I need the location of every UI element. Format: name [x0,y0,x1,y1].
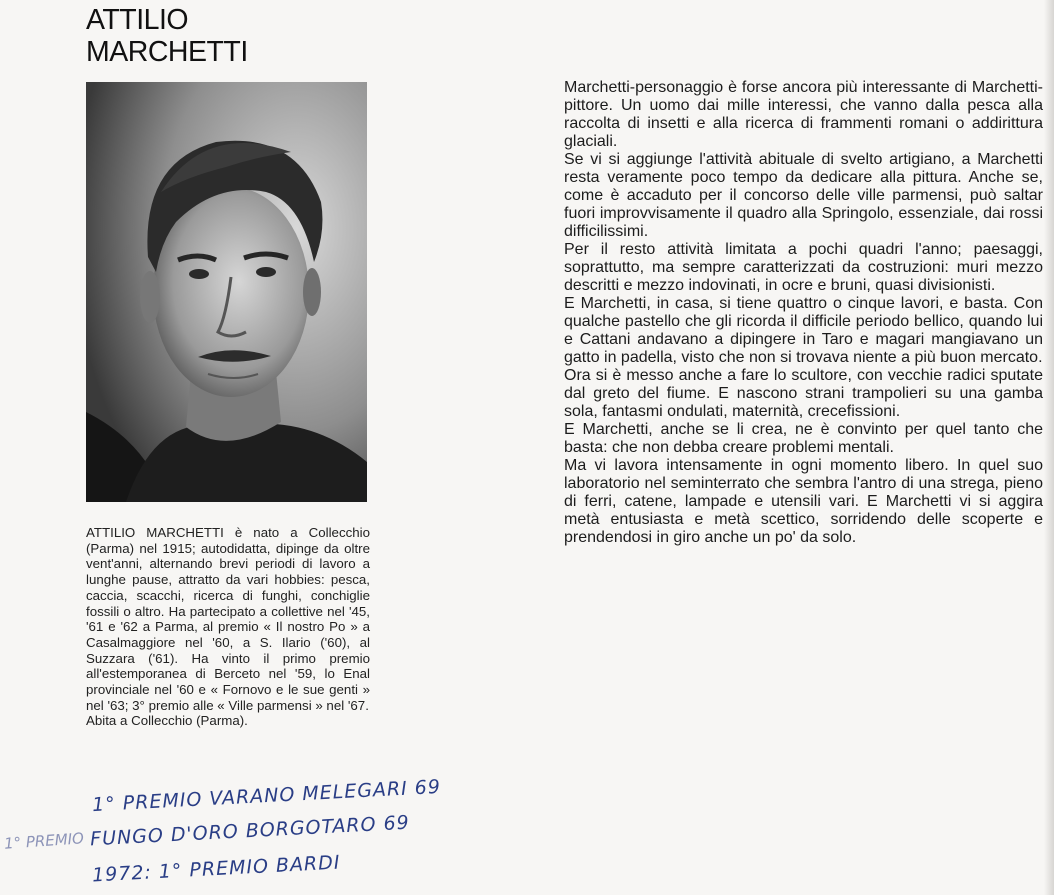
title-line-last: MARCHETTI [86,36,248,68]
handwritten-note-award-bardi: 1972: 1° PREMIO BARDI [91,851,341,887]
handwritten-note-award-varano: 1° PREMIO VARANO MELEGARI 69 [91,775,442,817]
biography-residence: Abita a Collecchio (Parma). [86,713,248,729]
article-paragraph: Se vi si aggiunge l'attività abituale di svelto artigiano, a Marchetti resta veramente poco tempo da dedicare alla pittura. Anche se, come è accaduto per il concorso delle ville parmensi, può saltar fuori improvvisamente il quadro alla Springolo, essenziale, dai rossi difficilissimi. [564,151,1043,240]
handwritten-note-award-borgotaro: FUNGO D'ORO BORGOTARO 69 [89,811,411,851]
article-paragraph: E Marchetti, anche se li crea, ne è convinto per quel tanto che basta: che non debba creare problemi mentali. [564,421,1043,456]
article-paragraph: Ora si è messo anche a fare lo scultore, con vecchie radici sputate dal greto del fiume. E nascono strani trampolieri su una gamba sola, fantasmi ondulati, maternità, crecefissioni. [564,367,1043,420]
artist-biography [86,525,370,729]
article-body [564,79,1043,547]
title-line-first: ATTILIO [86,4,189,36]
article-paragraph: Marchetti-personaggio è forse ancora più interessante di Marchetti-pittore. Un uomo dai mille interessi, che vanno dalla pesca alla raccolta di insetti e alla ricerca di frammenti romani o addirittura glaciali. [564,79,1043,150]
article-paragraph: Per il resto attività limitata a pochi quadri l'anno; paesaggi, soprattutto, ma sempre caratterizzati da costruzioni: muri mezzo descritti e mezzo indovinati, in ocre e bruni, quasi divisionisti. [564,241,1043,294]
article-paragraph: E Marchetti, in casa, si tiene quattro o cinque lavori, e basta. Con qualche pastello che gli ricorda il difficile periodo bellico, quando lui e Cattani andavano a dipingere in Taro e magari mangiavano un gatto in padella, visto che non si trovava niente a più buon mercato. [564,295,1043,366]
biography-text: ATTILIO MARCHETTI è nato a Collecchio (Parma) nel 1915; autodidatta, dipinge da oltre vent'anni, alternando brevi periodi di lavoro a lunghe pause, attratto da vari hobbies: pesca, caccia, scacchi, ricerca di funghi, conchiglie fossili o altro. Ha partecipato a collettive nel '45, '61 e '62 a Parma, al premio « Il nostro Po » a Casalmaggiore nel '60, a S. Ilario ('60), al Suzzara ('61). Ha vinto il primo premio all'estemporanea di Berceto nel '59, lo Enal provinciale nel '60 e « Fornovo e le sue genti » nel '63; 3° premio alle « Ville parmensi » nel '67. [86,525,370,713]
artist-name-title [86,4,248,68]
artist-portrait-photo [86,82,367,502]
handwritten-margin-note: 1° PREMIO [3,829,85,853]
page-edge-shadow [1044,0,1054,895]
article-paragraph: Ma vi lavora intensamente in ogni momento libero. In quel suo laboratorio nel seminterrato che sembra l'antro di una strega, pieno di ferri, catene, lampade e utensili vari. E Marchetti vi si aggira metà entusiasta e metà scettico, sorridendo delle scoperte e prendendosi in giro anche un po' da solo. [564,457,1043,546]
